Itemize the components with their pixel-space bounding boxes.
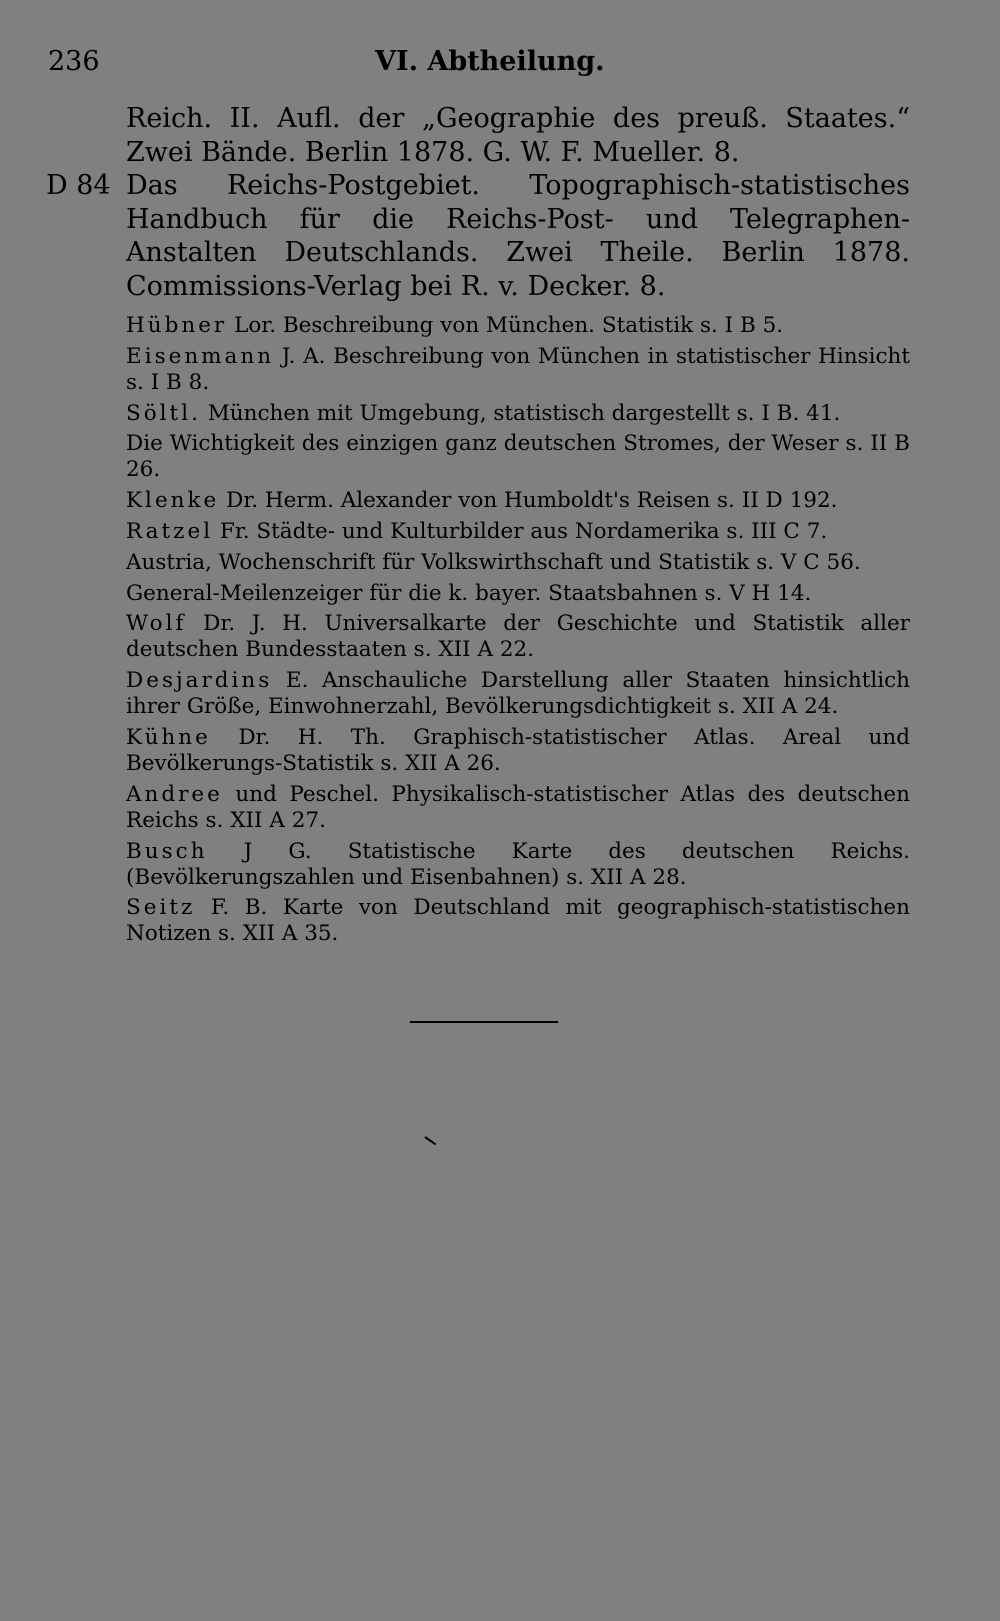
- catalog-entries: [46, 102, 910, 952]
- page-header: [48, 42, 948, 82]
- reference-item: [126, 782, 910, 834]
- running-head: VI. Abtheilung.: [375, 46, 605, 77]
- reference-author: Klenke: [126, 488, 220, 514]
- reference-item: [126, 725, 910, 777]
- reference-author: Söltl.: [126, 400, 201, 426]
- section-end-rule: [410, 1021, 558, 1023]
- reference-item: [126, 313, 910, 339]
- page-number: 236: [48, 46, 100, 77]
- reference-author: Kühne: [126, 724, 211, 750]
- reference-item: [126, 488, 910, 514]
- reference-author: Ratzel: [126, 518, 214, 544]
- reference-text: E. Anschauliche Darstellung aller Staaten hinsichtlich ihrer Größe, Einwohnerzahl, Bevölkerungsdichtigkeit s. XII A 24.: [126, 668, 910, 720]
- reference-author: Seitz: [126, 895, 196, 921]
- shelf-signature: D 84: [46, 170, 111, 201]
- reference-text: Die Wichtigkeit des einzigen ganz deutschen Stromes, der Weser s. II B 26.: [126, 431, 910, 483]
- reference-item: [126, 550, 910, 576]
- reference-text: General-Meilenzeiger für die k. bayer. Staatsbahnen s. V H 14.: [126, 580, 812, 606]
- reference-item: [126, 519, 910, 545]
- cross-references: [126, 313, 910, 947]
- reference-text: Lor. Beschreibung von München. Statistik s. I B 5.: [234, 313, 784, 338]
- reference-text: Austria, Wochenschrift für Volkswirthschaft und Statistik s. V C 56.: [126, 549, 861, 575]
- reference-author: Desjardins: [126, 668, 273, 694]
- reference-item: [126, 401, 910, 427]
- reference-text: und Peschel. Physikalisch-statistischer Atlas des deutschen Reichs s. XII A 27.: [126, 781, 910, 833]
- reference-text: Dr. Herm. Alexander von Humboldt's Reisen s. II D 192.: [226, 488, 838, 514]
- catalog-entry: [46, 169, 910, 303]
- reference-text: Dr. J. H. Universalkarte der Geschichte und Statistik aller deutschen Bundesstaaten s. XII A 22.: [126, 611, 910, 663]
- reference-item: [126, 344, 910, 396]
- reference-item: [126, 895, 910, 947]
- reference-author: Hübner: [126, 313, 228, 338]
- entry-text: Das Reichs-Postgebiet. Topographisch-statistisches Handbuch für die Reichs-Post- und Telegraphen-Anstalten Deutschlands. Zwei Theile. Berlin 1878. Commissions-Verlag bei R. v. Decker. 8.: [126, 170, 910, 302]
- reference-text: München mit Umgebung, statistisch dargestellt s. I B. 41.: [207, 400, 841, 426]
- print-speck: [424, 1136, 436, 1145]
- reference-item: [126, 581, 910, 607]
- reference-item: [126, 431, 910, 483]
- reference-text: Dr. H. Th. Graphisch-statistischer Atlas. Areal und Bevölkerungs-Statistik s. XII A 26.: [126, 724, 910, 776]
- reference-author: Wolf: [126, 611, 187, 637]
- reference-author: Andree: [126, 781, 223, 807]
- reference-text: J G. Statistische Karte des deutschen Reichs. (Bevölkerungszahlen und Eisenbahnen) s. XII A 28.: [126, 838, 910, 890]
- entry-text: Reich. II. Aufl. der „Geographie des preuß. Staates.“ Zwei Bände. Berlin 1878. G. W. F. Mueller. 8.: [126, 103, 910, 168]
- reference-author: Eisenmann: [126, 343, 275, 369]
- reference-text: F. B. Karte von Deutschland mit geographisch-statistischen Notizen s. XII A 35.: [126, 895, 910, 947]
- reference-item: [126, 839, 910, 891]
- reference-author: Busch: [126, 838, 208, 864]
- reference-text: J. A. Beschreibung von München in statistischer Hinsicht s. I B 8.: [126, 343, 910, 395]
- reference-text: Fr. Städte- und Kulturbilder aus Nordamerika s. III C 7.: [219, 518, 828, 544]
- reference-item: [126, 611, 910, 663]
- reference-item: [126, 668, 910, 720]
- catalog-entry: [126, 102, 910, 169]
